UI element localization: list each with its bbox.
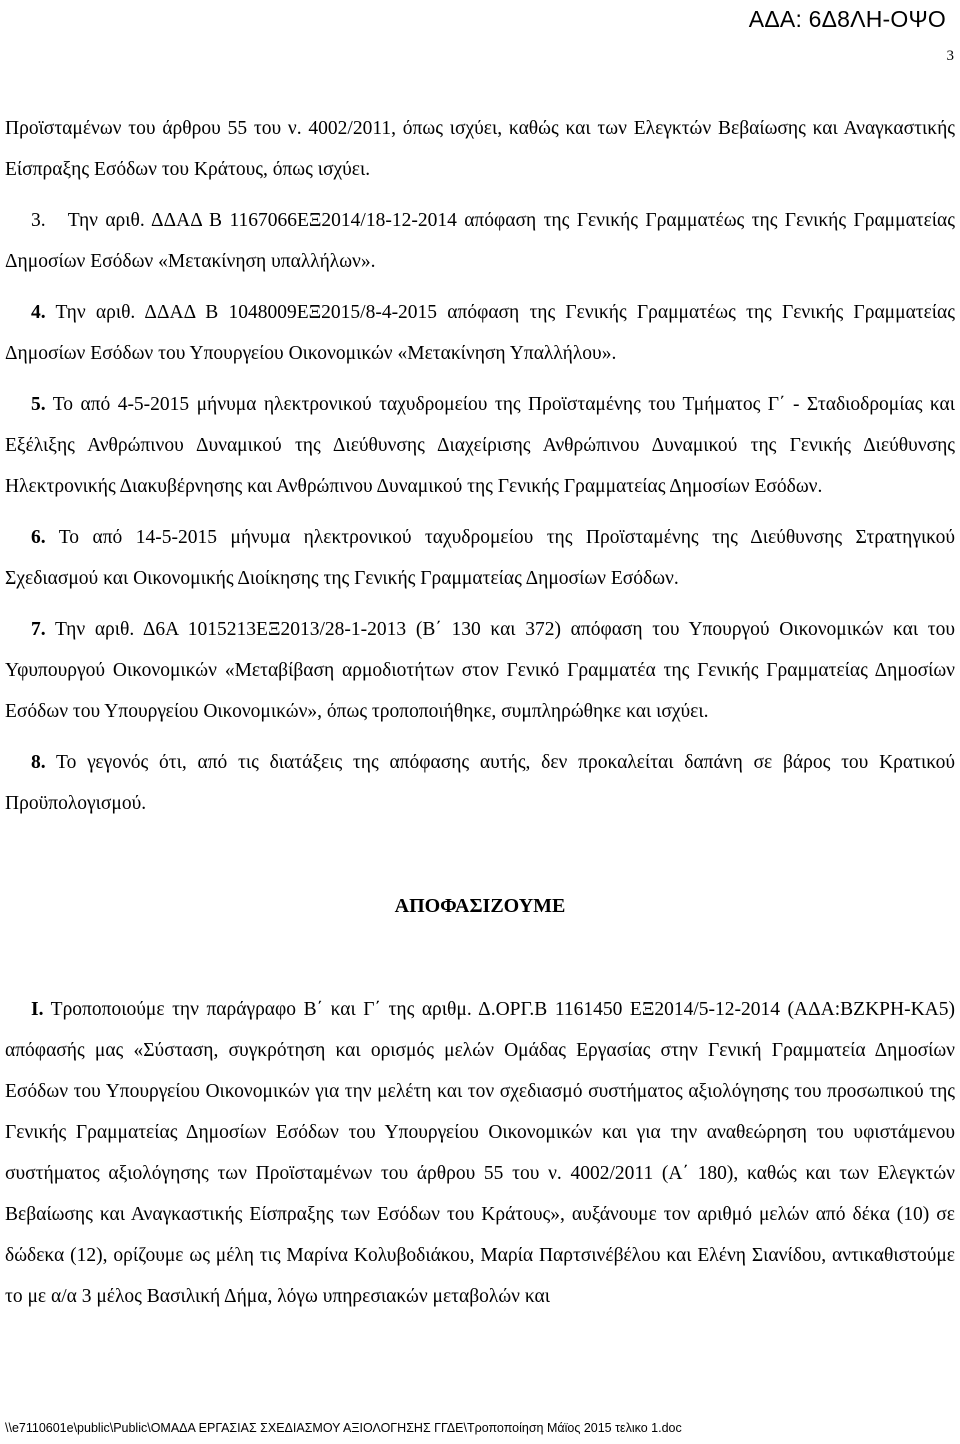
item-text: Την αριθ. Δ6Α 1015213ΕΞ2013/28-1-2013 (Β΄ 130 και 372) απόφαση του Υπουργού Οικονομικών και του Υφυπουργού Οικονομικών «Μεταβίβαση αρμοδιοτήτων στον Γενικό Γραμματέα της Γενικής Γραμματείας Δημοσίων Εσόδων του Υπουργείου Οικονομικών», όπως τροποποιήθηκε, συμπληρώθηκε και ισχύει.: [5, 619, 955, 722]
item-number: 6.: [31, 527, 46, 548]
paragraph-item-4: [5, 292, 955, 374]
document-body: [5, 108, 955, 1317]
ada-code: ΑΔΑ: 6Δ8ΛΗ-ΟΨΟ: [748, 6, 946, 32]
item-number: 5.: [31, 394, 46, 415]
item-text: Το από 4-5-2015 μήνυμα ηλεκτρονικού ταχυδρομείου της Προϊσταμένης του Τμήματος Γ΄ - Σταδιοδρομίας και Εξέλιξης Ανθρώπινου Δυναμικού της Διεύθυνσης Διαχείρισης Ανθρώπινου Δυναμικού της Γενικής Διεύθυνσης Ηλεκτρονικής Διακυβέρνησης και Ανθρώπινου Δυναμικού της Γενικής Γραμματείας Δημοσίων Εσόδων.: [5, 394, 955, 497]
page-number: 3: [946, 48, 954, 64]
decision-heading: ΑΠΟΦΑΣΙΖΟΥΜΕ: [394, 895, 566, 917]
decision-item-1: [5, 989, 955, 1317]
item-text: Το γεγονός ότι, από τις διατάξεις της απόφασης αυτής, δεν προκαλείται δαπάνη σε βάρος του Κρατικού Προϋπολογισμού.: [5, 752, 955, 814]
item-text: Την αριθ. ΔΔΑΔ Β 1048009ΕΞ2015/8-4-2015 απόφαση της Γενικής Γραμματέως της Γενικής Γραμματείας Δημοσίων Εσόδων του Υπουργείου Οικονομικών «Μετακίνηση Υπαλλήλου».: [5, 302, 955, 364]
item-text: Την αριθ. ΔΔΑΔ Β 1167066ΕΞ2014/18-12-2014 απόφαση της Γενικής Γραμματέως της Γενικής Γραμματείας Δημοσίων Εσόδων «Μετακίνηση υπαλλήλων».: [5, 210, 955, 272]
paragraph-continuation: [5, 108, 955, 190]
item-number: 3.: [31, 210, 46, 231]
item-number: Ι.: [31, 999, 44, 1020]
item-text: Το από 14-5-2015 μήνυμα ηλεκτρονικού ταχυδρομείου της Προϊσταμένης της Διεύθυνσης Στρατηγικού Σχεδιασμού και Οικονομικής Διοίκησης της Γενικής Γραμματείας Δημοσίων Εσόδων.: [5, 527, 955, 589]
item-text: Τροποποιούμε την παράγραφο Β΄ και Γ΄ της αριθμ. Δ.ΟΡΓ.Β 1161450 ΕΞ2014/5-12-2014 (ΑΔΑ:ΒΖΚΡΗ-ΚΑ5) απόφασής μας «Σύσταση, συγκρότηση και ορισμός μελών Ομάδας Εργασίας στην Γενική Γραμματεία Δημοσίων Εσόδων του Υπουργείου Οικονομικών για την μελέτη και τον σχεδιασμό συστήματος αξιολόγησης του προσωπικού της Γενικής Γραμματείας Δημοσίων Εσόδων του Υπουργείου Οικονομικών και για την αναθεώρηση του υφιστάμενου συστήματος αξιολόγησης των Προϊσταμένων του άρθρου 55 του ν. 4002/2011 (Α΄ 180), καθώς και των Ελεγκτών Βεβαίωσης και Αναγκαστικής Είσπραξης των Εσόδων του Κράτους», αυξάνουμε τον αριθμό μελών από δέκα (10) σε δώδεκα (12), ορίζουμε ως μέλη τις Μαρίνα Κολυβοδιάκου, Μαρία Παρτσινέβέλου και Ελένη Σιανίδου, αντικαθιστούμε το με α/α 3 μέλος Βασιλική Δήμα, λόγω υπηρεσιακών μεταβολών και: [5, 999, 955, 1307]
item-number: 4.: [31, 302, 46, 323]
paragraph-item-3: [5, 200, 955, 282]
item-number: 8.: [31, 752, 46, 773]
paragraph-item-7: [5, 609, 955, 732]
paragraph-item-6: [5, 517, 955, 599]
file-path-footer: \\e7110601e\public\Public\ΟΜΑΔΑ ΕΡΓΑΣΙΑΣ ΣΧΕΔΙΑΣΜΟΥ ΑΞΙΟΛΟΓΗΣΗΣ ΓΓΔΕ\Τροποποίηση Μάϊος 2015 τελικο 1.doc: [5, 1421, 682, 1435]
paragraph-item-8: [5, 742, 955, 824]
item-number: 7.: [31, 619, 46, 640]
paragraph-text: Προϊσταμένων του άρθρου 55 του ν. 4002/2011, όπως ισχύει, καθώς και των Ελεγκτών Βεβαίωσης και Αναγκαστικής Είσπραξης Εσόδων του Κράτους, όπως ισχύει.: [5, 118, 955, 180]
paragraph-item-5: [5, 384, 955, 507]
